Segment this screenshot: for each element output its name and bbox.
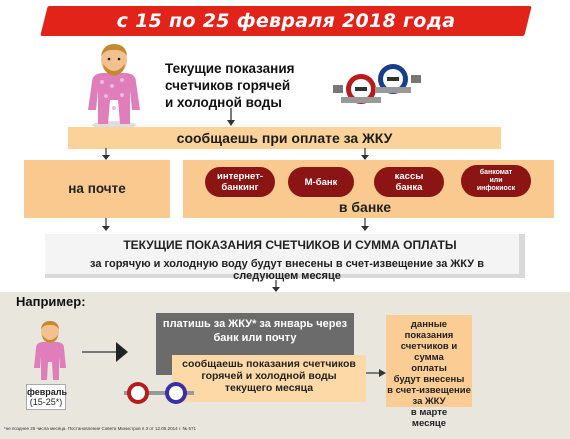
meters-caption-line3: и холодной воды bbox=[165, 95, 282, 110]
option-post: на почте bbox=[24, 160, 170, 218]
report-bar: сообщаешь при оплате за ЖКУ bbox=[68, 127, 501, 149]
bank-channel-mbank bbox=[288, 167, 354, 197]
result-box bbox=[386, 315, 472, 429]
result-line: оплаты bbox=[411, 363, 447, 374]
footnote: *не позднее 25 числа месяца. Постановление Совета Министров п.3 от 12.06.2014 г. № 571 bbox=[4, 426, 197, 431]
bank-channel-kassy bbox=[374, 167, 444, 197]
summary-line1: ТЕКУЩИЕ ПОКАЗАНИЯ СЧЕТЧИКОВ И СУММА ОПЛАТЫ bbox=[123, 238, 457, 252]
pay-line1: платишь за ЖКУ* за январь через bbox=[162, 318, 348, 330]
meters-small-icon bbox=[124, 380, 194, 406]
meters-caption-line2: счетчиков горячей bbox=[165, 78, 291, 93]
arrow-right-icon bbox=[82, 340, 132, 364]
result-line: за ЖКУ bbox=[412, 396, 446, 407]
result-line: в марте bbox=[410, 407, 448, 418]
report-box bbox=[172, 355, 366, 402]
channel-label: М-банк bbox=[304, 176, 338, 188]
meters-caption-line1: Текущие показания bbox=[165, 61, 295, 76]
channel-label: банка bbox=[395, 182, 423, 193]
result-line: в счет-извещение bbox=[387, 385, 471, 396]
month-card bbox=[26, 384, 66, 410]
month-name: февраль bbox=[27, 387, 68, 397]
report-line3: текущего месяца bbox=[224, 382, 314, 394]
bank-channel-internet bbox=[205, 167, 275, 197]
result-line: счетчиков и сумма bbox=[400, 341, 458, 363]
channel-label: банкомат bbox=[479, 169, 513, 176]
example-title: Например: bbox=[16, 294, 86, 309]
summary-line2: за горячую и холодную воду будут внесены в счет-извещение за ЖКУ в следующем месяце bbox=[90, 258, 484, 282]
option-bank-label: в банке bbox=[338, 199, 392, 215]
title-banner-text: с 15 по 25 февраля 2018 года bbox=[116, 10, 456, 32]
arrow-right-icon bbox=[366, 365, 388, 381]
connector-arrows bbox=[0, 218, 570, 234]
meters-caption bbox=[165, 60, 325, 111]
pay-line2: банк или почту bbox=[213, 332, 297, 344]
result-line: данные показания bbox=[404, 319, 454, 341]
result-line: будут внесены bbox=[393, 374, 465, 385]
man-small-illustration bbox=[28, 318, 72, 384]
channel-label: банкинг bbox=[221, 182, 259, 193]
result-line: месяце bbox=[411, 418, 447, 429]
man-illustration bbox=[78, 40, 150, 130]
water-meters-icon bbox=[333, 57, 421, 109]
month-days: (15-25*) bbox=[29, 397, 63, 407]
arrow-down-icon bbox=[225, 108, 237, 128]
bank-channel-atm bbox=[461, 165, 531, 197]
channel-label: или bbox=[489, 177, 503, 184]
channel-label: интернет- bbox=[216, 171, 264, 182]
report-line1: сообщаешь показания счетчиков bbox=[182, 358, 356, 370]
channel-label: кассы bbox=[394, 171, 424, 182]
channel-label: инфокиоск bbox=[476, 185, 516, 192]
report-line2: горячей и холодной воды bbox=[201, 370, 337, 382]
